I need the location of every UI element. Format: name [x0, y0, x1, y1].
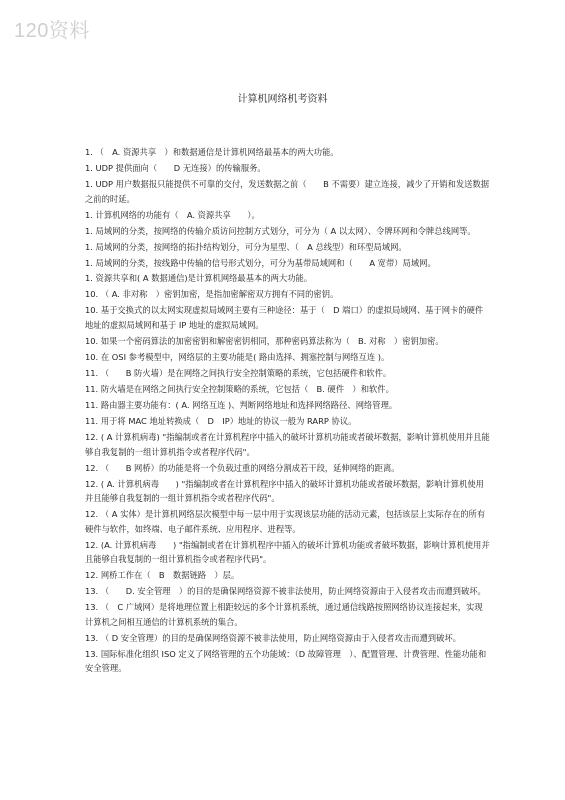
question-item: 12. ( A. 计算机病毒 ) "指编制或者在计算机程序中插入的破坏计算机功能或者破坏数据，影响计算机使用并且能够自我复制的一组计算机指令或者程序代码"。	[85, 478, 484, 504]
question-item: 10. 如果一个密码算法的加密密钥和解密密钥相同，那种密码算法称为（ B. 对称 ）密钥加密。	[85, 336, 444, 347]
document-body	[85, 145, 490, 677]
question-item: 1. UDP 用户数据报只能提供不可靠的交付，发送数据之前（ B 不需要）建立连接，减少了开销和发送数据之前的时延。	[85, 178, 490, 204]
question-item: 11. 防火墙是在网络之间执行安全控制策略的系统，它包括（ B. 硬件 ）和软件。	[85, 383, 394, 394]
question-item: 1. 资源共享和( A 数据通信)是计算机网络最基本的两大功能。	[85, 273, 313, 284]
question-item: 1. 局域网的分类，按线路中传输的信号形式划分，可分为基带局域网和（ A 宽带）局域网。	[85, 257, 436, 268]
question-item: 10. 基于交换式的以太网实现虚拟局域网主要有三种途径：基于（ D 端口）的虚拟局域网、基于网卡的硬件地址的虚拟局域网和基于 IP 地址的虚拟局域网。	[85, 305, 484, 331]
question-item: 11. 路由器主要功能有：( A. 网络互连 )、判断网络地址和选择网络路径、网络管理。	[85, 399, 398, 410]
question-item: 13. （ D. 安全管理 ）的目的是确保网络资源不被非法使用，防止网络资源由于入侵者攻击而遭到破坏。	[85, 586, 486, 597]
question-item: 12. 网桥工作在（ B 数据链路 ）层。	[85, 570, 240, 581]
question-item: 1. （ A. 资源共享 ）和数据通信是计算机网络最基本的两大功能。	[85, 147, 339, 157]
question-item: 11. （ B 防火墙）是在网络之间执行安全控制策略的系统，它包括硬件和软件。	[85, 368, 392, 378]
question-item: 12. ( A 计算机病毒) "指编制或者在计算机程序中插入的破坏计算机功能或者破坏数据，影响计算机使用并且能够自我复制的一组计算机指令或者程序代码"。	[85, 431, 490, 457]
question-item: 12. （ A 实体）是计算机网络层次模型中每一层中用于实现该层功能的活动元素，包括该层上实际存在的所有硬件与软件，如终端、电子邮件系统、应用程序、进程等。	[85, 509, 486, 534]
question-item: 1. 局域网的分类，按网络的传输介质访问控制方式划分，可分为（ A 以太网）、令牌环网和令牌总线网等。	[85, 225, 476, 236]
question-item: 12. （ B 网桥）的功能是将一个负载过重的网络分割成若干段，延伸网络的距离。	[85, 462, 400, 473]
question-item: 13. 国际标准化组织 ISO 定义了网络管理的五个功能域：（D 故障管理 ）、配置管理、计费管理、性能功能和安全管理。	[85, 648, 487, 674]
document-title: 计算机网络机考资料	[237, 94, 328, 105]
question-item: 1. 计算机网络的功能有（ A. 资源共享 ）。	[85, 209, 260, 220]
watermark-logo: 120资料	[14, 20, 90, 42]
question-item: 13. （ D 安全管理）的目的是确保网络资源不被非法使用，防止网络资源由于入侵者攻击而遭到破坏。	[85, 632, 461, 643]
question-item: 12. (A. 计算机病毒 ) "指编制或者在计算机程序中插入的破坏计算机功能或者破坏数据，影响计算机使用并且能够自我复制的一组计算机指令或者程序代码"。	[85, 539, 490, 565]
question-item: 11. 用于将 MAC 地址转换成（ D IP）地址的协议一般为 RARP 协议。	[85, 415, 357, 426]
question-item: 10. （ A. 非对称 ）密钥加密，是指加密解密双方拥有不同的密钥。	[85, 289, 339, 300]
question-item: 1. UDP 提供面向（ D 无连接）的传输服务。	[85, 162, 266, 173]
question-item: 1. 局域网的分类，按网络的拓扑结构划分，可分为星型、（ A 总线型）和环型局域网。	[85, 241, 407, 252]
question-item: 10. 在 OSI 参考模型中，网络层的主要功能是( 路由选择、拥塞控制与网络互连 )。	[85, 352, 390, 363]
question-item: 13. （ C 广域网）是将地理位置上相距较远的多个计算机系统，通过通信线路按照网络协议连接起来，实现计算机之间相互通信的计算机系统的集合。	[85, 602, 483, 627]
